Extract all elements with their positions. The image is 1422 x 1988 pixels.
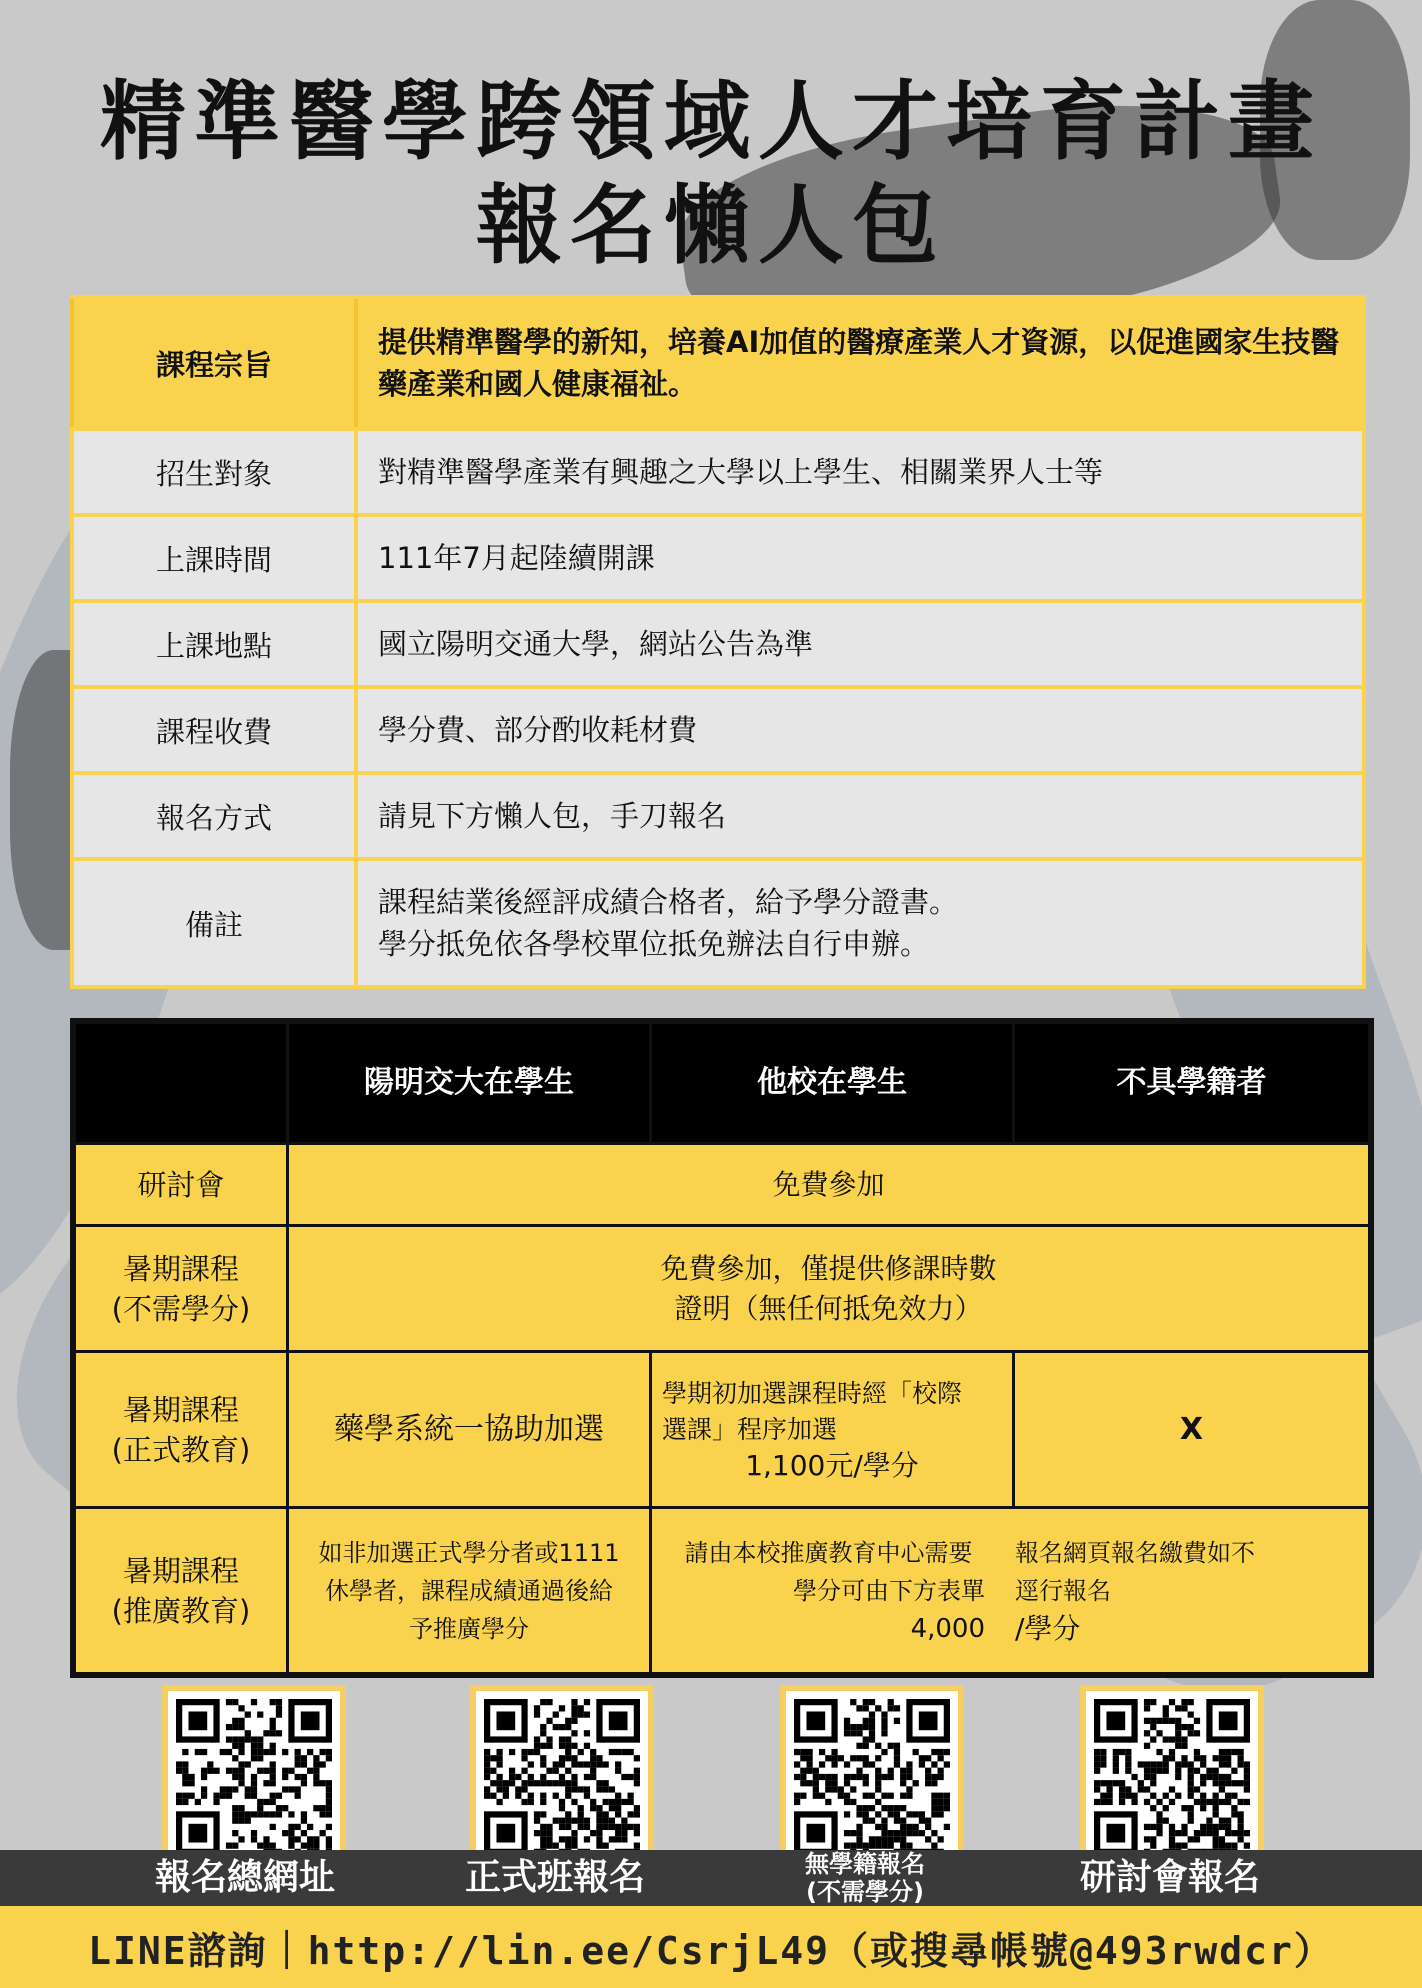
fee-cell: 藥學系統一協助加選 bbox=[288, 1352, 651, 1508]
fee-cell-line: /學分 bbox=[1015, 1611, 1081, 1645]
qr-label-main: 報名總網址 bbox=[154, 1857, 335, 1898]
info-value: 國立陽明交通大學，網站公告為準 bbox=[358, 603, 1366, 685]
fee-merged-right bbox=[1015, 1534, 1368, 1648]
fee-cell-line: 4,000 bbox=[910, 1613, 985, 1644]
course-info-table bbox=[70, 295, 1366, 989]
info-label: 招生對象 bbox=[70, 431, 358, 513]
info-row-purpose bbox=[70, 295, 1366, 431]
fee-label-line: 暑期課程 bbox=[122, 1251, 239, 1286]
info-row-location bbox=[70, 603, 1366, 689]
fee-merged-left bbox=[652, 1534, 1015, 1648]
fee-cell-merged bbox=[651, 1508, 1370, 1674]
fee-header-nycu: 陽明交大在學生 bbox=[288, 1023, 651, 1144]
info-label: 備註 bbox=[70, 861, 358, 985]
fee-label-line: (不需學分) bbox=[111, 1291, 251, 1326]
info-label: 報名方式 bbox=[70, 775, 358, 857]
fee-row-seminar bbox=[75, 1144, 1370, 1226]
title-line-2: 報名懶人包 bbox=[476, 176, 946, 276]
fee-header-empty bbox=[75, 1023, 288, 1144]
fee-row-summer-extension bbox=[75, 1508, 1370, 1674]
qr-label-line: (不需學分) bbox=[806, 1878, 924, 1906]
fee-header-none: 不具學籍者 bbox=[1014, 1023, 1370, 1144]
fee-cell-line: 1,100元/學分 bbox=[745, 1448, 919, 1482]
info-value: 對精準醫學產業有興趣之大學以上學生、相關業界人士等 bbox=[358, 431, 1366, 513]
info-value: 請見下方懶人包，手刀報名 bbox=[358, 775, 1366, 857]
note-line-2: 學分抵免依各學校單位抵免辦法自行申辦。 bbox=[378, 927, 930, 961]
line-contact-footer[interactable]: LINE諮詢｜http://lin.ee/CsrjL49（或搜尋帳號@493rwdcr） bbox=[0, 1906, 1422, 1988]
fee-label-line: (推廣教育) bbox=[111, 1593, 251, 1628]
title-line-1: 精準醫學跨領域人才培育計畫 bbox=[100, 72, 1322, 172]
qr-code-main[interactable] bbox=[162, 1685, 346, 1869]
qr-code-icon bbox=[484, 1699, 640, 1855]
fee-cell-line: 如非加選正式學分者或1111 bbox=[318, 1538, 620, 1567]
qr-label-seminar: 研討會報名 bbox=[1079, 1857, 1260, 1898]
fee-cell: 免費參加 bbox=[288, 1144, 1370, 1226]
fee-cell-line: 學分可由下方表單 bbox=[793, 1576, 985, 1605]
info-label: 課程收費 bbox=[70, 689, 358, 771]
fee-table bbox=[70, 1018, 1374, 1678]
fee-cell: X bbox=[1014, 1352, 1370, 1508]
fee-cell-line: 證明（無任何抵免效力） bbox=[674, 1291, 983, 1325]
fee-cell-line: 學期初加選課程時經「校際 bbox=[662, 1378, 963, 1408]
info-label: 上課時間 bbox=[70, 517, 358, 599]
info-value bbox=[358, 861, 1366, 985]
qr-label-nonstudent bbox=[760, 1850, 970, 1906]
info-row-signup bbox=[70, 775, 1366, 861]
fee-row-summer-noncredit bbox=[75, 1226, 1370, 1352]
fee-cell-line: 請由本校推廣教育中心需要 bbox=[684, 1538, 973, 1567]
info-row-audience bbox=[70, 431, 1366, 517]
fee-label-line: (正式教育) bbox=[111, 1432, 251, 1467]
qr-code-icon bbox=[176, 1699, 332, 1855]
fee-cell-line: 逕行報名 bbox=[1015, 1576, 1111, 1605]
qr-code-icon bbox=[1094, 1699, 1250, 1855]
qr-code-seminar[interactable] bbox=[1080, 1685, 1264, 1869]
info-value: 111年7月起陸續開課 bbox=[358, 517, 1366, 599]
fee-cell-line: 選課」程序加選 bbox=[662, 1414, 838, 1444]
fee-row-label bbox=[75, 1352, 288, 1508]
page-title bbox=[0, 70, 1422, 278]
fee-header-other: 他校在學生 bbox=[651, 1023, 1014, 1144]
fee-cell-line: 予推廣學分 bbox=[409, 1614, 529, 1643]
qr-label-line: 無學籍報名 bbox=[805, 1850, 925, 1878]
fee-label-line: 暑期課程 bbox=[122, 1553, 239, 1588]
fee-row-label bbox=[75, 1508, 288, 1674]
info-value: 學分費、部分酌收耗材費 bbox=[358, 689, 1366, 771]
info-row-time bbox=[70, 517, 1366, 603]
info-label: 課程宗旨 bbox=[70, 299, 358, 427]
fee-cell bbox=[288, 1226, 1370, 1352]
qr-code-icon bbox=[794, 1699, 950, 1855]
info-row-notes bbox=[70, 861, 1366, 989]
fee-cell-line: 報名網頁報名繳費如不 bbox=[1015, 1538, 1255, 1567]
fee-row-summer-formal bbox=[75, 1352, 1370, 1508]
fee-cell bbox=[651, 1352, 1014, 1508]
qr-label-formal: 正式班報名 bbox=[464, 1857, 645, 1898]
info-value: 提供精準醫學的新知，培養AI加值的醫療產業人才資源，以促進國家生技醫藥產業和國人健康福祉。 bbox=[358, 299, 1366, 427]
fee-row-label bbox=[75, 1226, 288, 1352]
note-line-1: 課程結業後經評成績合格者，給予學分證書。 bbox=[378, 885, 959, 919]
info-row-fees bbox=[70, 689, 1366, 775]
fee-cell-line: 休學者，課程成績通過後給 bbox=[325, 1576, 613, 1605]
info-label: 上課地點 bbox=[70, 603, 358, 685]
fee-cell bbox=[288, 1508, 651, 1674]
qr-code-nonstudent[interactable] bbox=[780, 1685, 964, 1869]
fee-header-row bbox=[75, 1023, 1370, 1144]
fee-label-line: 暑期課程 bbox=[122, 1392, 239, 1427]
fee-cell-line: 免費參加，僅提供修課時數 bbox=[660, 1251, 997, 1285]
fee-row-label: 研討會 bbox=[75, 1144, 288, 1226]
qr-code-formal[interactable] bbox=[470, 1685, 654, 1869]
